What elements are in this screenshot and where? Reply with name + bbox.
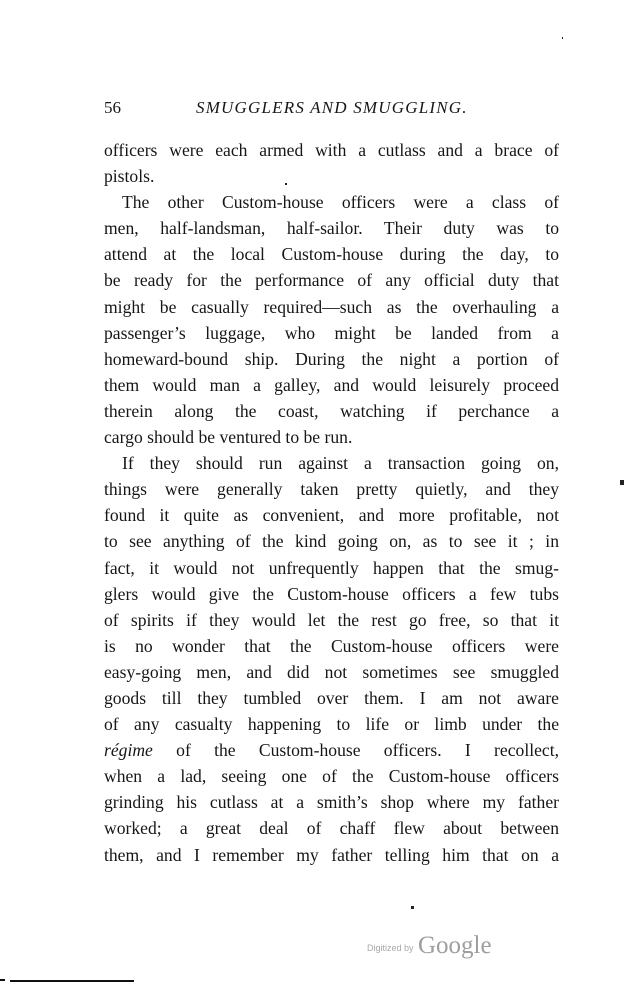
text-line: homeward-bound ship. During the night a portion of: [104, 348, 559, 369]
text-line: of spirits if they would let the rest go free, so that it: [104, 609, 559, 630]
watermark-prefix: Digitized by: [367, 943, 414, 953]
italic-word: régime: [104, 740, 153, 761]
paragraph-start-line: If they should run against a transaction going on,: [122, 453, 559, 474]
page-header: [104, 98, 560, 124]
text-line: therein along the coast, watching if perchance a: [104, 400, 559, 421]
scan-speck: [562, 37, 563, 39]
text-line: fact, it would not unfrequently happen that the smug-: [104, 557, 559, 578]
text-line: officers were each armed with a cutlass and a brace of: [104, 140, 559, 160]
scan-speck: [411, 906, 414, 909]
text-line: glers would give the Custom-house officers a few tubs: [104, 583, 559, 604]
text-line-with-italic: [104, 737, 559, 763]
text-line: when a lad, seeing one of the Custom-house officers: [104, 766, 559, 787]
page-number: 56: [104, 98, 121, 117]
text-line: grinding his cutlass at a smith’s shop where my father: [104, 792, 559, 813]
text-line: found it quite as convenient, and more profitable, not: [104, 505, 559, 526]
text-line: might be casually required—such as the overhauling a: [104, 296, 559, 317]
text-line: men, half-landsman, half-sailor. Their duty was to: [104, 218, 559, 239]
text-line: things were generally taken pretty quietly, and they: [104, 479, 559, 500]
text-line: to see anything of the kind going on, as to see it ; in: [104, 531, 559, 552]
text-line: of any casualty happening to life or limb under the: [104, 714, 559, 735]
text-line: be ready for the performance of any official duty that: [104, 270, 559, 291]
digitized-by-google-watermark: [367, 932, 492, 960]
text-line: them would man a galley, and would leisurely proceed: [104, 374, 559, 395]
page-body: [104, 137, 559, 868]
text-line: them, and I remember my father telling him that on a: [104, 844, 559, 865]
text-line: cargo should be ventured to be run.: [104, 427, 353, 448]
scan-speck: [620, 480, 624, 485]
scan-edge-rule: [10, 980, 134, 982]
text-line: goods till they tumbled over them. I am not aware: [104, 687, 559, 708]
text-fragment: of the Custom-house officers. I recollect,: [176, 740, 559, 761]
google-logo-text: Google: [417, 932, 492, 959]
text-line: worked; a great deal of chaff flew about between: [104, 818, 559, 839]
text-line: pistols.: [104, 166, 155, 187]
text-line: attend at the local Custom-house during the day, to: [104, 244, 559, 265]
paragraph-start-line: The other Custom-house officers were a class of: [122, 192, 559, 213]
text-line: is no wonder that the Custom-house officers were: [104, 635, 559, 656]
text-line: easy-going men, and did not sometimes see smuggled: [104, 661, 559, 682]
text-line: passenger’s luggage, who might be landed from a: [104, 322, 559, 343]
scan-speck: [285, 183, 287, 185]
scan-edge-mark: [0, 979, 5, 981]
running-title: SMUGGLERS AND SMUGGLING.: [196, 98, 468, 117]
